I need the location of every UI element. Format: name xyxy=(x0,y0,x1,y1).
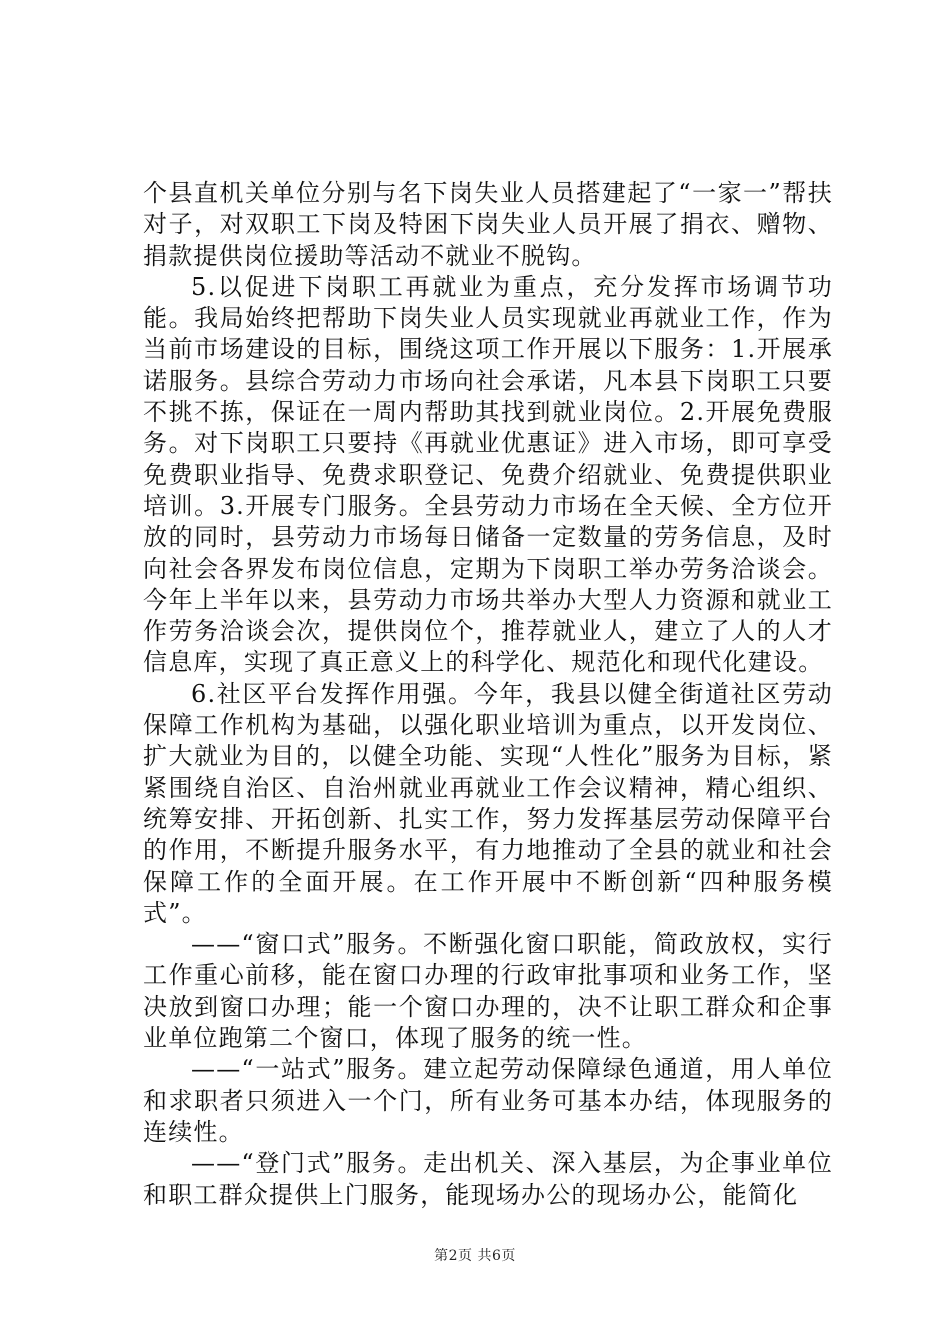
paragraph-3: 6.社区平台发挥作用强。今年，我县以健全街道社区劳动保障工作机构为基础，以强化职业培训为重点，以开发岗位、扩大就业为目的，以健全功能、实现“人性化”服务为目标，紧紧围绕自治区、自治州就业再就业工作会议精神，精心组织、统筹安排、开拓创新、扎实工作，努力发挥基层劳动保障平台的作用，不断提升服务水平，有力地推动了全县的就业和社会保障工作的全面开展。在工作开展中不断创新“四种服务模式”。 xyxy=(143,679,833,927)
paragraph-1: 个县直机关单位分别与名下岗失业人员搭建起了“一家一”帮扶对子，对双职工下岗及特困下岗失业人员开展了捐衣、赠物、捐款提供岗位援助等活动不就业不脱钩。 xyxy=(143,179,833,270)
paragraph-4: ——“窗口式”服务。不断强化窗口职能，简政放权，实行工作重心前移，能在窗口办理的行政审批事项和业务工作，坚决放到窗口办理；能一个窗口办理的，决不让职工群众和企事业单位跑第二个窗口，体现了服务的统一性。 xyxy=(143,930,833,1053)
paragraph-6: ——“登门式”服务。走出机关、深入基层，为企事业单位和职工群众提供上门服务，能现场办公的现场办公，能简化 xyxy=(143,1149,833,1209)
paragraph-5: ——“一站式”服务。建立起劳动保障绿色通道，用人单位和求职者只须进入一个门，所有业务可基本办结，体现服务的连续性。 xyxy=(143,1055,833,1146)
document-body xyxy=(143,178,833,1211)
paragraph-2: 5.以促进下岗职工再就业为重点，充分发挥市场调节功能。我局始终把帮助下岗失业人员实现就业再就业工作，作为当前市场建设的目标，围绕这项工作开展以下服务：1.开展承诺服务。县综合劳动力市场向社会承诺，凡本县下岗职工只要不挑不拣，保证在一周内帮助其找到就业岗位。2.开展免费服务。对下岗职工只要持《再就业优惠证》进入市场，即可享受免费职业指导、免费求职登记、免费介绍就业、免费提供职业培训。3.开展专门服务。全县劳动力市场在全天候、全方位开放的同时，县劳动力市场每日储备一定数量的劳务信息，及时向社会各界发布岗位信息，定期为下岗职工举办劳务洽谈会。今年上半年以来，县劳动力市场共举办大型人力资源和就业工作劳务洽谈会次，提供岗位个，推荐就业人，建立了人的人才信息库，实现了真正意义上的科学化、规范化和现代化建设。 xyxy=(143,272,833,677)
page-footer: 第2页 共6页 xyxy=(434,1248,516,1264)
